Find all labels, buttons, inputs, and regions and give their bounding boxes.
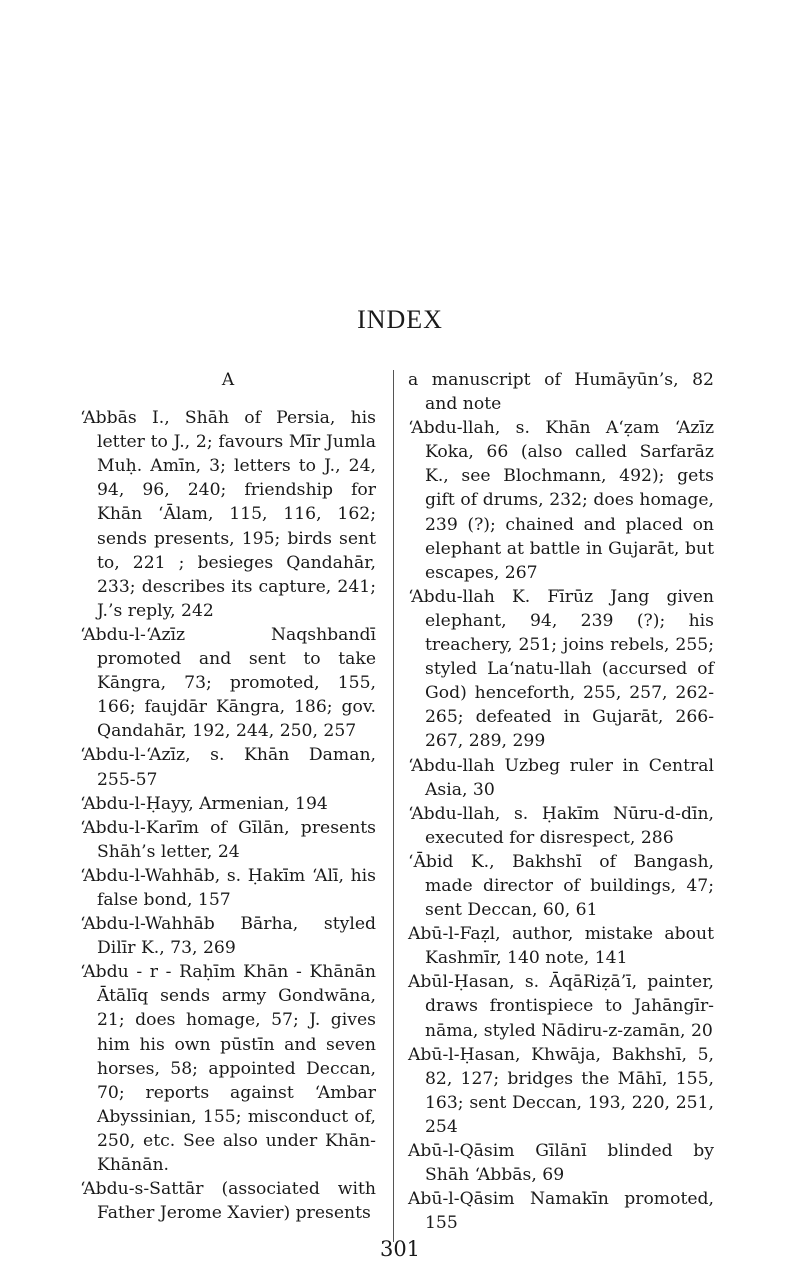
index-entry: ‘Abdu-llah Uzbeg ruler in Central Asia, 30	[408, 755, 714, 800]
index-entry: ‘Abdu-l-Wahhāb, s. Ḥakīm ‘Alī, his false bond, 157	[80, 865, 376, 910]
index-entry: Abū-l-Faẓl, author, mistake about Kashmīr, 140 note, 141	[408, 924, 714, 969]
index-entry: ‘Abdu-s-Sattār (associated with Father Jerome Xavier) presents	[80, 1179, 376, 1224]
index-entry: ‘Abdu-l-Karīm of Gīlān, presents Shāh’s letter, 24	[80, 817, 376, 862]
index-entry: ‘Ābid K., Bakhshī of Bangash, made director of buildings, 47; sent Deccan, 60, 61	[408, 851, 714, 921]
index-entry: ‘Abbās I., Shāh of Persia, his letter to J., 2; favours Mīr Jumla Muḥ. Amīn, 3; letters to J., 24, 94, 96, 240; friendship for Khān ‘Ālam, 115, 116, 162; sends presents, 195; birds sent to, 221 ; besieges Qandahār, 233; describes its capture, 241; J.’s reply, 242	[80, 408, 376, 621]
section-letter: A	[221, 370, 235, 390]
index-column-left	[80, 368, 376, 1225]
index-entry: ‘Abdu-llah K. Fīrūz Jang given elephant, 94, 239 (?); his treachery, 251; joins rebels, 255; styled La‘natu-llah (accursed of God) henceforth, 255, 257, 262-265; defeated in Gujarāt, 266-267, 289, 299	[408, 586, 714, 752]
index-entry: ‘Abdu-l-Wahhāb Bārha, styled Dilīr K., 73, 269	[80, 914, 376, 959]
index-entry: ‘Abdu - r - Raḥīm Khān - Khānān Ātālīq sends army Gondwāna, 21; does homage, 57; J. gives him his own pūstīn and seven horses, 58; appointed Deccan, 70; reports against ‘Ambar Abyssinian, 155; misconduct of, 250, etc. See also under Khān-Khānān.	[80, 962, 376, 1175]
index-entry: ‘Abdu-l-‘Azīz Naqshbandī promoted and sent to take Kāngra, 73; promoted, 155, 166; faujdār Kāngra, 186; gov. Qandahār, 192, 244, 250, 257	[80, 624, 376, 742]
index-entry: ‘Abdu-llah, s. Ḥakīm Nūru-d-dīn, executed for disrespect, 286	[408, 803, 714, 848]
index-entry: ‘Abdu-llah, s. Khān A‘ẓam ‘Azīz Koka, 66 (also called Sarfarāz K., see Blochmann, 492); gets gift of drums, 232; does homage, 239 (?); chained and placed on elephant at battle in Gujarāt, but escapes, 267	[408, 418, 714, 583]
index-entry: Abū-l-Qāsim Gīlānī blinded by Shāh ‘Abbās, 69	[408, 1141, 714, 1186]
column-divider	[393, 370, 394, 1242]
index-entry-continuation: a manuscript of Humāyūn’s, 82 and note	[408, 370, 714, 415]
page-number: 301	[379, 1237, 421, 1261]
index-entry: Abū-l-Qāsim Namakīn promoted, 155	[408, 1189, 714, 1234]
index-entry: Abūl-Ḥasan, s. ĀqāRiẓā’ī, painter, draws frontispiece to Jahāngīr-nāma, styled Nādiru-z-zamān, 20	[408, 972, 714, 1041]
index-entry: ‘Abdu-l-Ḥayy, Armenian, 194	[80, 793, 328, 814]
index-column-right	[408, 368, 714, 1235]
index-entry: ‘Abdu-l-‘Azīz, s. Khān Daman, 255-57	[80, 745, 376, 790]
index-entry: Abū-l-Ḥasan, Khwāja, Bakhshī, 5, 82, 127; bridges the Māhī, 155, 163; sent Deccan, 193, 220, 251, 254	[408, 1044, 714, 1137]
page-title: INDEX	[357, 305, 443, 334]
